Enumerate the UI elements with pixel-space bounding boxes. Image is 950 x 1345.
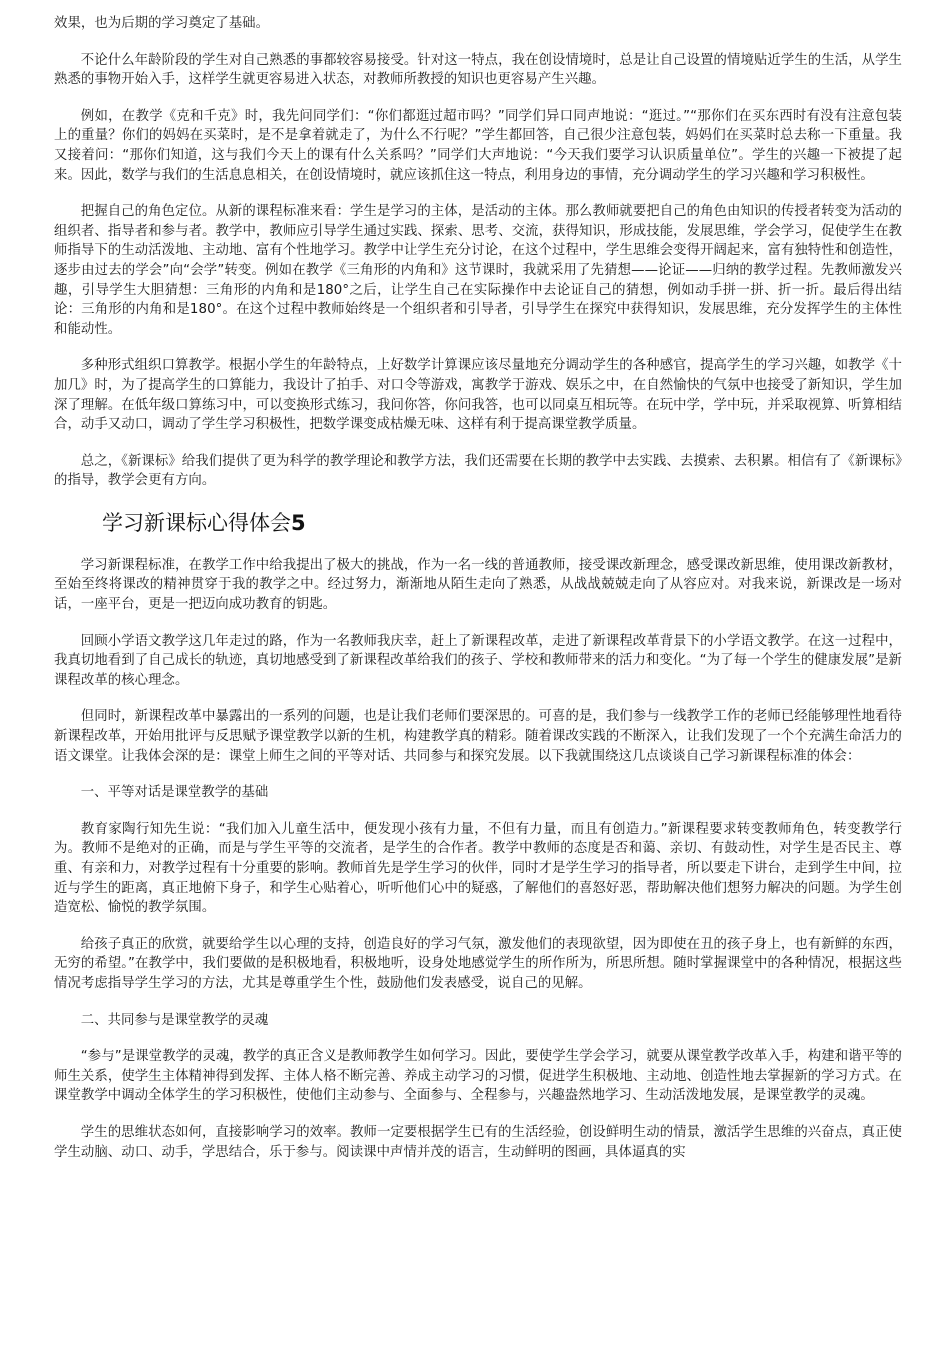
paragraph: 回顾小学语文教学这几年走过的路，作为一名教师我庆幸，赶上了新课程改革，走进了新课程改革背景下的小学语文教学。在这一过程中，我真切地看到了自己成长的轨迹，真切地感受到了新课程改革给我们的孩子、学校和教师带来的活力和变化。“为了每一个学生的健康发展”是新课程改革的核心理念。 <box>54 633 902 688</box>
paragraph: 教育家陶行知先生说：“我们加入儿童生活中，便发现小孩有力量，不但有力量，而且有创造力。”新课程要求转变教师角色，转变教学行为。教师不是绝对的正确，而是与学生平等的交流者，是学生的合作者。教学中教师的态度是否和蔼、亲切、有鼓动性，对学生是否民主、尊重、有亲和力，对教学过程有十分重要的影响。教师首先是学生学习的伙伴，同时才是学生学习的指导者，所以要走下讲台，走到学生中间，拉近与学生的距离，真正地俯下身子，和学生心贴着心，听听他们心中的疑惑，了解他们的喜怒好恶，帮助解决他们想努力解决的问题。为学生创造宽松、愉悦的教学氛围。 <box>54 821 902 916</box>
paragraph: 多种形式组织口算教学。根据小学生的年龄特点，上好数学计算课应该尽量地充分调动学生的各种感官，提高学生的学习兴趣，如教学《十加几》时，为了提高学生的口算能力，我设计了拍手、对口令等游戏，寓教学于游戏、娱乐之中，在自然愉快的气氛中也接受了新知识，学生加深了理解。在低年级口算练习中，可以变换形式练习，我问你答，你问我答，也可以同桌互相玩等。在玩中学，学中玩，并采取视算、听算相结合，动手又动口，调动了学生学习积极性，把数学课变成枯燥无味、这样有利于提高课堂教学质量。 <box>54 358 902 433</box>
paragraph: 学生的思维状态如何，直接影响学习的效率。教师一定要根据学生已有的生活经验，创设鲜明生动的情景，激活学生思维的兴奋点，真正使学生动脑、动口、动手，学思结合，乐于参与。阅读课中声情并茂的语言，生动鲜明的图画，具体逼真的实 <box>54 1124 902 1160</box>
subheading: 二、共同参与是课堂教学的灵魂 <box>80 1012 269 1028</box>
paragraph: 但同时，新课程改革中暴露出的一系列的问题，也是让我们老师们要深思的。可喜的是，我们参与一线教学工作的老师已经能够理性地看待新课程改革，开始用批评与反思赋予课堂教学以新的生机，构建教学真的精彩。随着课改实践的不断深入，让我们发现了一个个充满生命活力的语文课堂。让我体会深的是：课堂上师生之间的平等对话、共同参与和探究发展。以下我就围绕这几点谈谈自己学习新课程标准的体会： <box>54 709 902 764</box>
paragraph: 学习新课程标准，在教学工作中给我提出了极大的挑战，作为一名一线的普通教师，接受课改新理念，感受课改新思维，使用课改新教材，至始至终将课改的精神贯穿于我的教学之中。经过努力，渐渐地从陌生走向了熟悉，从战战兢兢走向了从容应对。对我来说，新课改是一场对话，一座平台，更是一把迈向成功教育的钥匙。 <box>54 557 902 613</box>
paragraph: 把握自己的角色定位。从新的课程标准来看：学生是学习的主体，是活动的主体。那么教师就要把自己的角色由知识的传授者转变为活动的组织者、指导者和参与者。教学中，教师应引导学生通过实践、探索、思考、交流，获得知识，形成技能，发展思维，学会学习，促使学生在教师指导下的生动活泼地、主动地、富有个性地学习。教学中让学生充分讨论，在这个过程中，学生思维会变得开阔起来，富有独特性和创造性，逐步由过去的学会”向“会学”转变。例如在教学《三角形的内角和》这节课时，我就采用了先猜想——论证——归纳的教学过程。先教师激发兴趣，引导学生大胆猜想：三角形的内角和是180°之后，让学生自己在实际操作中去论证自己的猜想，例如动手拼一拼、折一折。最后得出结论：三角形的内角和是180°。在这个过程中教师始终是一个组织者和引导者，引导学生在探究中获得知识，发展思维，充分发挥学生的主体性和能动性。 <box>54 204 902 337</box>
paragraph: 给孩子真正的欣赏，就要给学生以心理的支持，创造良好的学习气氛，激发他们的表现欲望，因为即使在丑的孩子身上，也有新鲜的东西，无穷的希望。”在教学中，我们要做的是积极地看，积极地听，设身处地感觉学生的所作所为，所思所想。随时掌握课堂中的各种情况，根据这些情况考虑指导学生学习的方法，尤其是尊重学生个性，鼓励他们发表感受，说自己的见解。 <box>54 936 902 991</box>
section-heading <box>102 508 902 538</box>
paragraph: 总之，《新课标》给我们提供了更为科学的教学理论和教学方法，我们还需要在长期的教学中去实践、去摸索、去积累。相信有了《新课标》的指导，教学会更有方向。 <box>54 453 902 489</box>
subheading: 一、平等对话是课堂教学的基础 <box>80 785 269 801</box>
section-heading-text: 学习新课标心得体会 <box>102 510 291 535</box>
paragraph: 不论什么年龄阶段的学生对自己熟悉的事都较容易接受。针对这一特点，我在创设情境时，总是让自己设置的情境贴近学生的生活，从学生熟悉的事物开始入手，这样学生就更容易进入状态，对教师所教授的知识也更容易产生兴趣。 <box>54 52 902 88</box>
document-page <box>54 14 902 1179</box>
section-heading-number: 5 <box>291 510 306 535</box>
paragraph: 例如，在教学《克和千克》时，我先问同学们：“你们都逛过超市吗？”同学们异口同声地说：“逛过。”“那你们在买东西时有没有注意包装上的重量？你们的妈妈在买菜时，是不是拿着就走了，为什么不行呢？”学生都回答，自己很少注意包装，妈妈们在买菜时总去称一下重量。我又接着问：“那你们知道，这与我们今天上的课有什么关系吗？”同学们大声地说：“今天我们要学习认识质量单位”。学生的兴趣一下被提了起来。因此，数学与我们的生活息息相关，在创设情境时，就应该抓住这一特点，利用身边的事情，充分调动学生的学习兴趣和学习积极性。 <box>54 108 902 183</box>
paragraph: “参与”是课堂教学的灵魂，教学的真正含义是教师教学生如何学习。因此，要使学生学会学习，就要从课堂教学改革入手，构建和谐平等的师生关系，使学生主体精神得到发挥、主体人格不断完善、养成主动学习的习惯，促进学生积极地、主动地、创造性地去掌握新的学习方式。在课堂教学中调动全体学生的学习积极性，使他们主动参与、全面参与、全程参与，兴趣盎然地学习、生动活泼地发展，是课堂教学的灵魂。 <box>54 1049 902 1104</box>
paragraph: 效果，也为后期的学习奠定了基础。 <box>54 16 270 31</box>
